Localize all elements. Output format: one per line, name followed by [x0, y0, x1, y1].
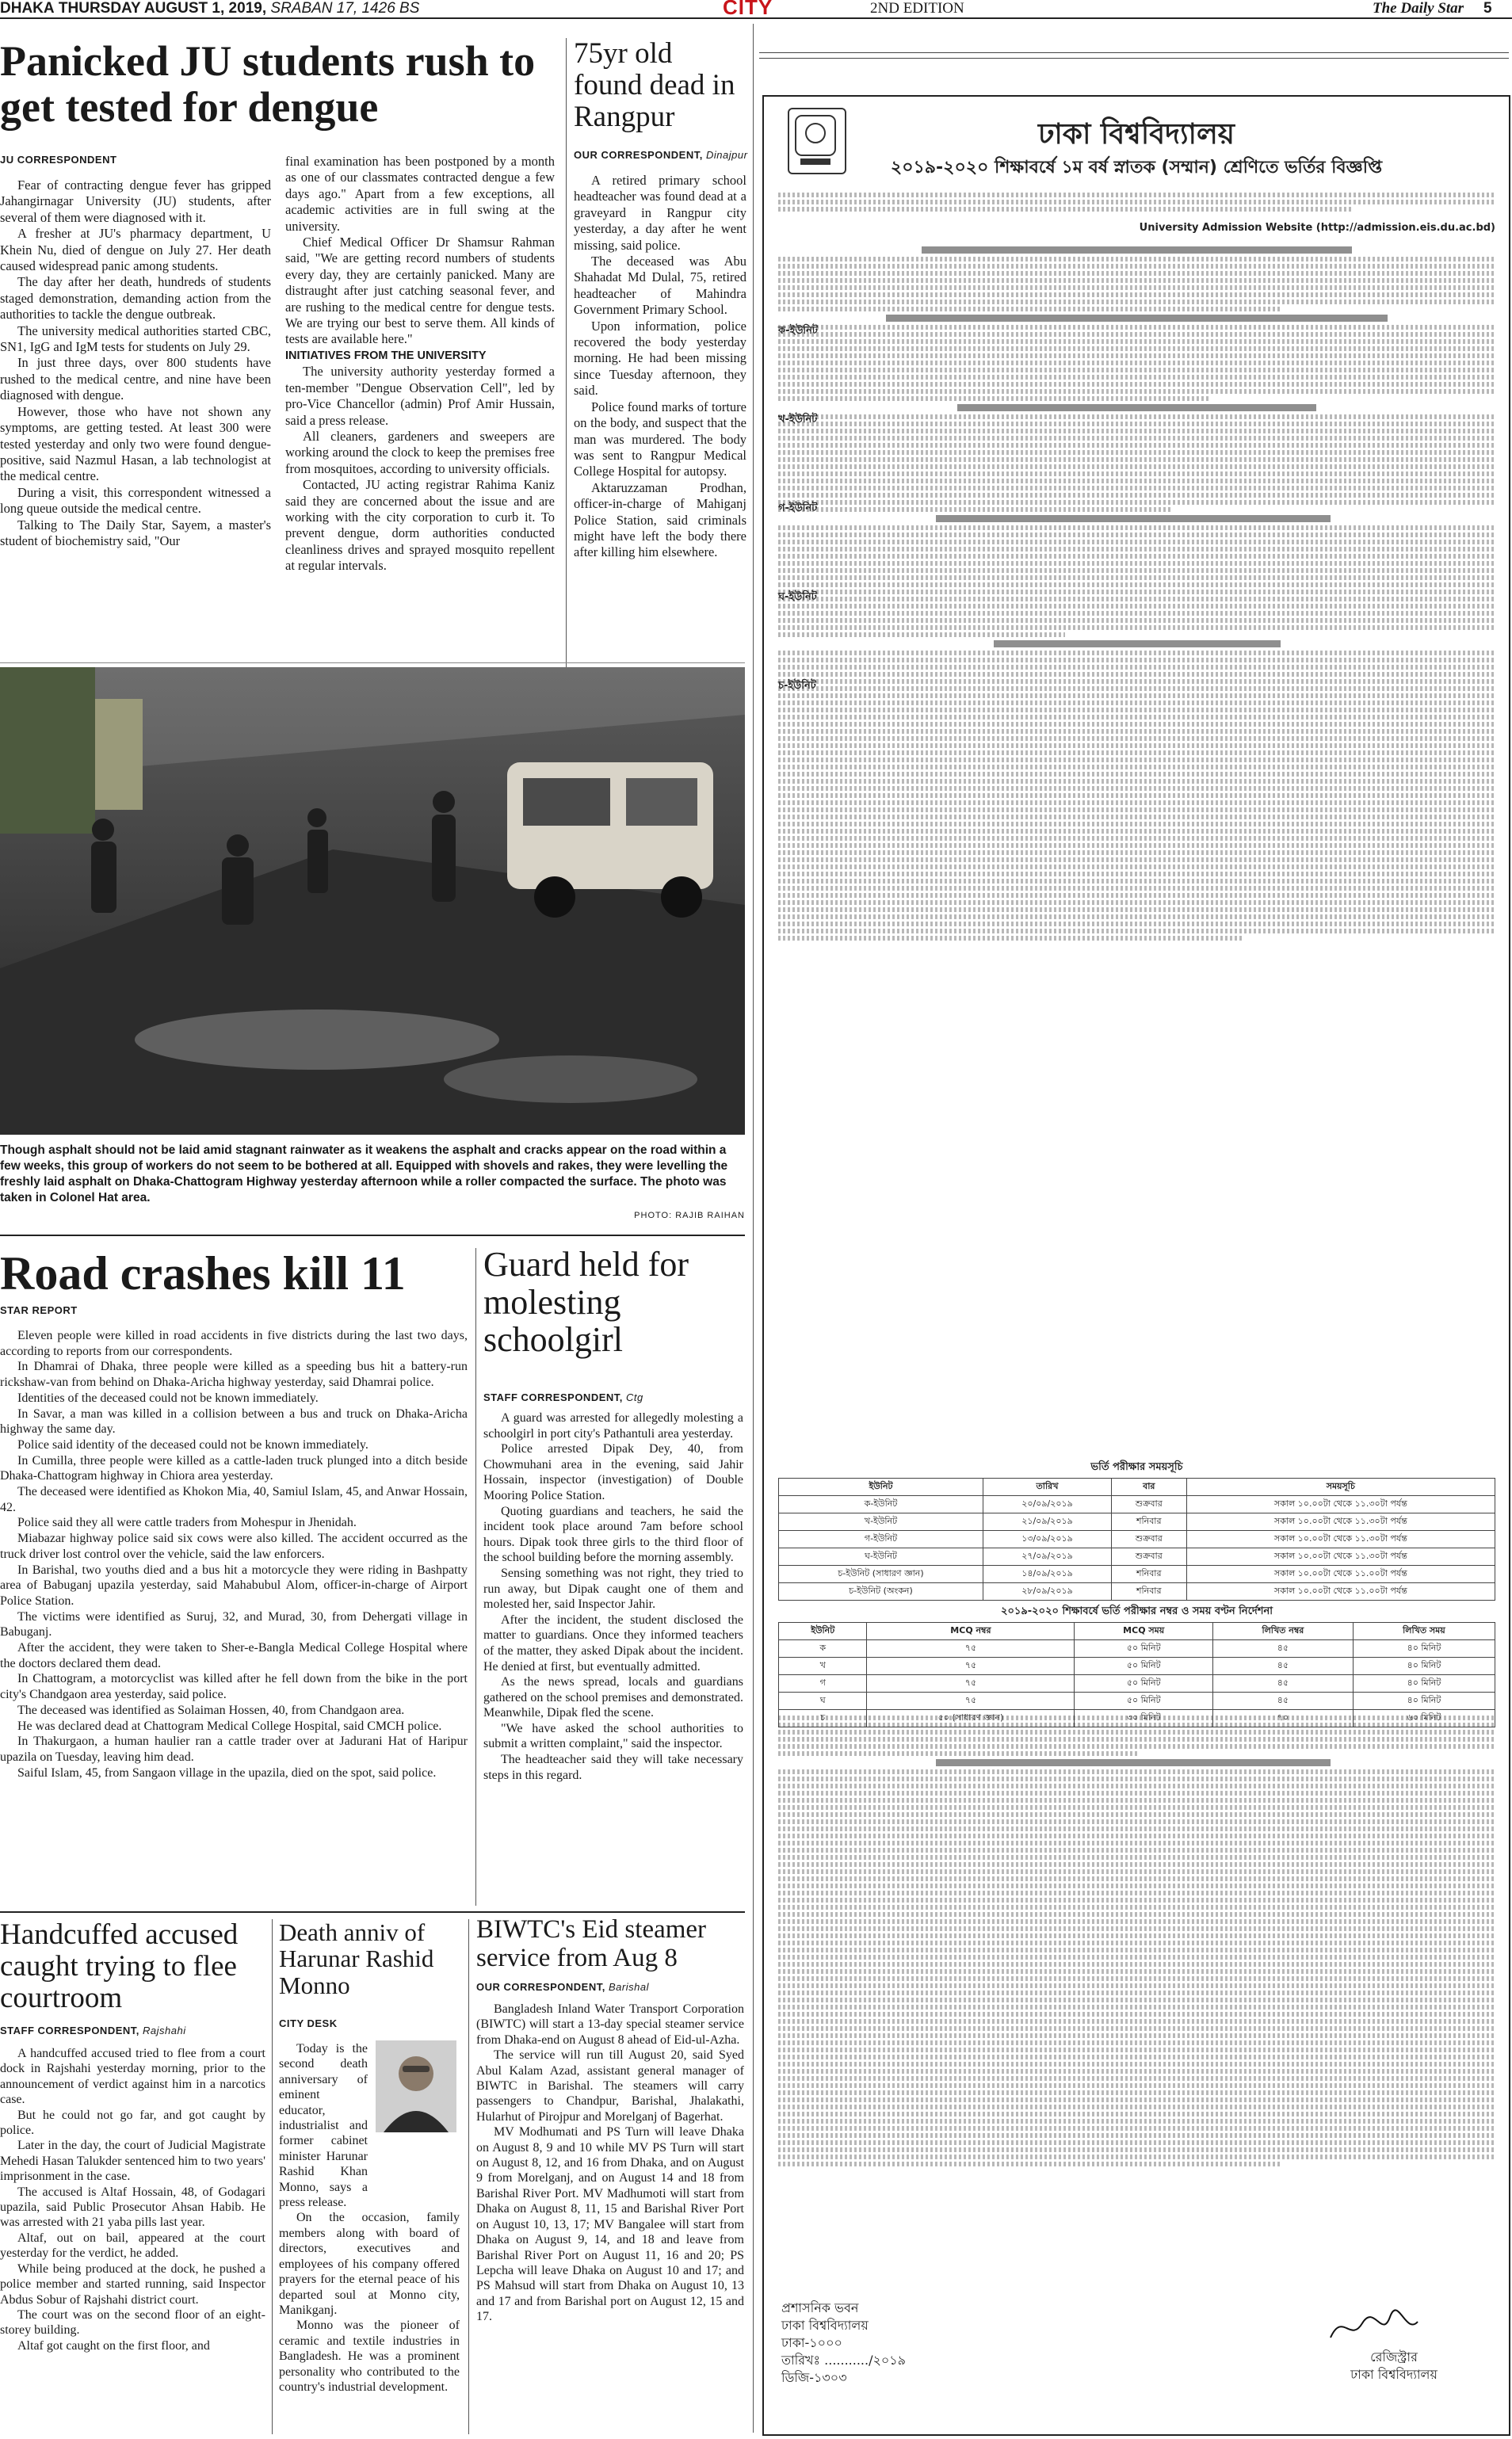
paragraph: The service will run till August 20, said Syed Abul Kalam Azad, assistant general manager of BIWTC in Barishal. The steamers will carry passengers to Chandpur, Barishal, Jhalakathi, Hularhut of Pirojpur and Morelganj of Bagerhat. [476, 2048, 744, 2124]
cell: গ-ইউনিট [779, 1531, 983, 1548]
paragraph: He was declared dead at Chattogram Medical College Hospital, said CMCH police. [17, 1719, 442, 1733]
table-row [779, 1496, 1495, 1513]
paragraph: final examination has been postponed by a month as one of our classmates contracted dengue a few days ago." Apart from a few exceptions, all academic activities are in full swing at the university. [285, 154, 555, 234]
paragraph: Bangladesh Inland Water Transport Corporation (BIWTC) will start a 13-day special steamer service from Dhaka-end on August 8 ahead of Eid-ul-Azha. [476, 2002, 744, 2047]
story3-body [0, 1328, 468, 1781]
cell: সকাল ১০.০০টা থেকে ১১.০০টা পর্যন্ত [1186, 1566, 1495, 1583]
story6-body [279, 2041, 460, 2395]
table-row [779, 1658, 1495, 1675]
cell: ৭৫ [867, 1693, 1075, 1710]
paragraph: Altaf, out on bail, appeared at the court yesterday for the verdict, he added. [0, 2231, 265, 2261]
paragraph: The university authority yesterday formed a ten-member "Dengue Observation Cell", led by pro-Vice Chancellor (admin) Prof Amir Hussain, said a press release. [285, 364, 555, 428]
address-line: ঢাকা-১০০০ [781, 2335, 842, 2350]
story1-byline: JU CORRESPONDENT [0, 154, 117, 166]
column-header: ইউনিট [779, 1479, 983, 1496]
column-rule [566, 38, 567, 672]
cell: ৭৫ [867, 1658, 1075, 1675]
column-rule [468, 1919, 469, 2434]
ad-title: ঢাকা বিশ্ববিদ্যালয় [1037, 118, 1235, 151]
column-header: ইউনিট [779, 1623, 867, 1640]
byline-text: STAFF CORRESPONDENT, [483, 1391, 623, 1403]
table-row [779, 1640, 1495, 1658]
cell: চ-ইউনিট (সাধারণ জ্ঞান) [779, 1566, 983, 1583]
photo-credit: PHOTO: RAJIB RAIHAN [634, 1211, 745, 1220]
paragraph: Fear of contracting dengue fever has gripped Jahangirnagar University (JU) students, after several of them were diagnosed with it. [0, 177, 271, 225]
column-rule [272, 1919, 273, 2434]
table-header [779, 1623, 1495, 1640]
paragraph: While being produced at the dock, he pushed a police member and started running, said Inspector Abdus Sobur of Rajshahi district court. [0, 2262, 265, 2307]
paragraph: A fresher at JU's pharmacy department, U Khein Nu, died of dengue on July 27. Her death caused widespread panic among students. [0, 226, 271, 274]
byline-text: OUR CORRESPONDENT, [574, 149, 703, 161]
story2-byline [574, 149, 748, 161]
paragraph: The deceased were identified as Khokon Mia, 40, Samiul Islam, 45, and Anwar Hossain, 42. [0, 1485, 468, 1514]
byline-place: Ctg [626, 1391, 643, 1403]
paragraph: The deceased was identified as Solaiman Hossen, 40, from Chandgaon area. [17, 1703, 405, 1717]
story1-col1 [0, 177, 271, 549]
ad-subtitle: ২০১৯-২০২০ শিক্ষাবর্ষে ১ম বর্ষ স্নাতক (সম্মান) শ্রেণিতে ভর্তির বিজ্ঞপ্তি [890, 158, 1383, 177]
registrar-title: রেজিস্ট্রার [1370, 2349, 1418, 2365]
column-header: লিখিত সময় [1353, 1623, 1495, 1640]
subheading: INITIATIVES FROM THE UNIVERSITY [285, 349, 487, 362]
masthead-date: THURSDAY AUGUST 1, 2019, [58, 0, 267, 17]
cell: ৬০ মিনিট [1353, 1710, 1495, 1727]
address-line: ডিজি-১৩০৩ [781, 2370, 847, 2385]
paragraph: Police said they all were cattle traders from Mohespur in Jhenidah. [17, 1516, 357, 1530]
column-rule [753, 24, 754, 2433]
paragraph: After the incident, the student disclosed the matter to guardians. Once they informed teachers of the matter, they asked Dipak about the incident. He denied at first, but eventually admitted. [483, 1613, 743, 1674]
cell: শুক্রবার [1111, 1531, 1186, 1548]
cell: ঘ [779, 1693, 867, 1710]
university-admission-notice [762, 95, 1510, 2436]
paragraph: Talking to The Daily Star, Sayem, a master's student of biochemistry said, "Our [0, 517, 271, 548]
cell: সকাল ১০.০০টা থেকে ১১.৩০টা পর্যন্ত [1186, 1513, 1495, 1531]
admission-website: University Admission Website (http://admission.eis.du.ac.bd) [1139, 222, 1495, 234]
table-row [779, 1566, 1495, 1583]
paragraph: In Dhamrai of Dhaka, three people were killed as a speeding bus hit a battery-run rickshaw-van from behind on Dhaka-Aricha highway yesterday, said Dhamrai police. [0, 1360, 468, 1390]
divider [0, 1235, 745, 1236]
paragraph: Today is the second death anniversary of eminent educator, industrialist and former cabinet minister Harunar Rashid Khan Monno, says a press release. [279, 2042, 368, 2210]
paragraph: Chief Medical Officer Dr Shamsur Rahman said, "We are getting record numbers of students every day, they are certainly panicked. Many are distraught after just catching seasonal fever, and are rushing to the medical centre for dengue tests. We are trying our best to serve them. All kinds of tests are available here." [285, 235, 555, 347]
paragraph: Aktaruzzaman Prodhan, officer-in-charge of Mahiganj Police Station, said criminals might have left the body there after killing him elsewhere. [574, 479, 746, 560]
paragraph: In Cumilla, three people were killed as a cattle-laden truck plunged into a ditch beside Dhaka-Chattogram highway in Chiora area yesterday. [0, 1453, 468, 1483]
story2-headline: 75yr old found dead in Rangpur [574, 37, 735, 133]
cell: চ-ইউনিট (অংকন) [779, 1583, 983, 1601]
divider [0, 662, 745, 663]
paragraph: Monno was the pioneer of ceramic and textile industries in Bangladesh. He was a prominent personality who contributed to the country's industrial development. [279, 2319, 460, 2394]
story7-byline [476, 1981, 649, 1993]
address-line: প্রশাসনিক ভবন [781, 2300, 859, 2315]
cell: ১৩/০৯/২০১৯ [983, 1531, 1112, 1548]
masthead-bangla-date: SRABAN 17, 1426 BS [270, 0, 420, 17]
cell: ৪০ মিনিট [1353, 1693, 1495, 1710]
story4-body [483, 1410, 743, 1783]
paragraph: On the occasion, family members along with board of directors, executives and employees of his company offered prayers for the eternal peace of his departed soul at Monno city, Manikganj. [279, 2211, 460, 2317]
paragraph: As the news spread, locals and guardians gathered on the school premises and demonstrated. Meanwhile, Dipak fled the scene. [483, 1675, 743, 1720]
byline-text: STAFF CORRESPONDENT, [0, 2025, 139, 2036]
column-header: MCQ সময় [1075, 1623, 1213, 1640]
paragraph: Contacted, JU acting registrar Rahima Kaniz said they are concerned about the issue and are working with the city corporation to curb it. To prevent dengue, dorm authorities conducted cleanliness drives and sprayed mosquito repellent at regular intervals. [285, 477, 555, 574]
paragraph: During a visit, this correspondent witnessed a long queue outside the medical centre. [0, 484, 271, 517]
unit-labels [778, 287, 865, 731]
mcq-title: ২০১৯-২০২০ শিক্ষাবর্ষে ভর্তি পরীক্ষার নম্বর ও সময় বণ্টন নির্দেশনা [1001, 1605, 1273, 1617]
story7-headline: BIWTC's Eid steamer service from Aug 8 [476, 1915, 707, 1972]
story2-body [574, 173, 746, 561]
address-line: তারিখঃ .........../২০১৯ [781, 2353, 907, 2368]
cell: ২১/০৯/২০১৯ [983, 1513, 1112, 1531]
story3-byline: STAR REPORT [0, 1304, 78, 1316]
column-header: বার [1111, 1479, 1186, 1496]
story1-col2 [285, 154, 555, 574]
paragraph: A guard was arrested for allegedly molesting a schoolgirl in port city's Pathantuli area yesterday. [483, 1411, 743, 1441]
paragraph: The headteacher said they will take necessary steps in this regard. [483, 1753, 743, 1782]
paper-name: The Daily Star [1373, 0, 1464, 17]
story7-body [476, 2002, 744, 2325]
paragraph: In just three days, over 800 students have rushed to the medical centre, and nine have been diagnosed with dengue. [0, 355, 271, 403]
cell: ৪৫ [1212, 1640, 1353, 1658]
cell: ৫০ (সাধারণ জ্ঞান) [867, 1710, 1075, 1727]
schedule-table [778, 1478, 1495, 1601]
unit-label: খ-ইউনিট [778, 414, 818, 426]
cell: ৩০ মিনিট [1075, 1710, 1213, 1727]
paragraph: The university medical authorities started CBC, SN1, IgG and IgM tests for students on July 29. [0, 323, 271, 355]
paragraph: Later in the day, the court of Judicial Magistrate Mehedi Hasan Talukder sentenced him to two years' imprisonment in the case. [0, 2139, 265, 2184]
cell: গ [779, 1675, 867, 1693]
story3-headline: Road crashes kill 11 [0, 1247, 406, 1300]
ad-instructions-text [778, 1713, 1495, 2169]
cell: ঘ-ইউনিট [779, 1548, 983, 1566]
story5-byline [0, 2025, 186, 2036]
story4-headline: Guard held for molesting schoolgirl [483, 1245, 689, 1360]
column-header: তারিখ [983, 1479, 1112, 1496]
unit-label: ক-ইউনিট [778, 325, 818, 337]
paragraph: Eleven people were killed in road accidents in five districts during the last two days, according to reports from our correspondents. [0, 1329, 468, 1358]
paragraph: Police said identity of the deceased could not be known immediately. [17, 1437, 368, 1452]
paragraph: Police found marks of torture on the body, and suspect that the man was murdered. The body was sent to Rangpur Medical College Hospital for autopsy. [574, 399, 746, 479]
cell: ৫০ মিনিট [1075, 1693, 1213, 1710]
ad-top-rule [759, 52, 1509, 59]
cell: শুক্রবার [1111, 1496, 1186, 1513]
paragraph: The court was on the second floor of an eight-storey building. [0, 2307, 265, 2338]
cell: সকাল ১০.০০টা থেকে ১১.৩০টা পর্যন্ত [1186, 1548, 1495, 1566]
paragraph: "We have asked the school authorities to submit a written complaint," said the inspector. [483, 1721, 743, 1751]
story5-headline: Handcuffed accused caught trying to flee courtroom [0, 1918, 239, 2014]
ad-body-text-1 [778, 243, 1495, 943]
table-header [779, 1479, 1495, 1496]
cell: ১৪/০৯/২০১৯ [983, 1566, 1112, 1583]
paragraph: The accused is Altaf Hossain, 48, of Godagari upazila, said Public Prosecutor Ahsan Habib. He was arrested with 21 yaba pills last year. [0, 2185, 265, 2230]
story5-body [0, 2046, 265, 2353]
signature-svg [1327, 2307, 1422, 2347]
cell: সকাল ১০.০০টা থেকে ১১.৩০টা পর্যন্ত [1186, 1531, 1495, 1548]
unit-label: ঘ-ইউনিট [778, 591, 817, 603]
cell: খ [779, 1658, 867, 1675]
address-line: ঢাকা বিশ্ববিদ্যালয় [781, 2318, 869, 2333]
column-header: লিখিত নম্বর [1212, 1623, 1353, 1640]
mcq-table [778, 1622, 1495, 1727]
byline-place: Dinajpur [705, 149, 748, 161]
divider [0, 1911, 745, 1913]
cell: ৪০ মিনিট [1353, 1658, 1495, 1675]
masthead [0, 0, 1512, 19]
column-header: MCQ নম্বর [867, 1623, 1075, 1640]
cell: ৭৫ [867, 1640, 1075, 1658]
paragraph: Police arrested Dipak Dey, 40, from Chowmuhani area in the evening, said Jahir Hossain, inspector (investigation) of Double Mooring Police Station. [483, 1442, 743, 1502]
paragraph: The deceased was Abu Shahadat Md Dulal, 75, retired headteacher of Mahindra Government Primary School. [574, 254, 746, 318]
column-rule [475, 1248, 476, 1906]
cell: ক [779, 1640, 867, 1658]
paragraph: In Thakurgaon, a human haulier ran a cattle trader over at Jadurani Hat of Haripur upazila on Tuesday, leaving him dead. [0, 1735, 468, 1764]
byline-text: OUR CORRESPONDENT, [476, 1981, 605, 1993]
paragraph: Saiful Islam, 45, from Sangaon village in the upazila, died on the spot, said police. [17, 1765, 437, 1780]
edition: 2ND EDITION [870, 0, 964, 17]
story6-headline: Death anniv of Harunar Rashid Monno [279, 1918, 434, 1999]
paragraph: The victims were identified as Suruj, 32, and Murad, 30, from Dehergati village in Babuganj. [0, 1609, 468, 1639]
paragraph: Identities of the deceased could not be known immediately. [17, 1391, 319, 1405]
story4-byline [483, 1391, 643, 1403]
paragraph: MV Modhumati and PS Turn will leave Dhaka on August 8, 9 and 10 while MV PS Turn will start on August 8, 12, and 16 from Dhaka, and on August 9 from Morelganj, and on August 14 and 18 from Barishal River Port. MV Madhumoti will start from Dhaka on August 8, 11, 15 and Barishal River Port on August 10, 13, 17; MV Bangalee will start from Dhaka on August 9, 14, and 18 and leave from Barishal River Port on August 11, 16 and 20; PS Lepcha will leave Dhaka on August 10 and 17; and PS Mahsud will start from Dhaka on August 10, 13 and 17 and from Barishal port on August 12, 15 and 17. [476, 2125, 744, 2324]
cell: ৪৫ [1212, 1658, 1353, 1675]
cell: সকাল ১০.০০টা থেকে ১১.৩০টা পর্যন্ত [1186, 1496, 1495, 1513]
paragraph: In Chattogram, a motorcyclist was killed after he fell down from the bike in the port city's Chandgaon area yesterday, said police. [0, 1672, 468, 1702]
cell: ৭৫ [867, 1675, 1075, 1693]
cell: ৫০ মিনিট [1075, 1640, 1213, 1658]
paragraph: A handcuffed accused tried to flee from a court dock in Rajshahi yesterday morning, prior to the announcement of verdict against him in a narcotics case. [0, 2047, 265, 2107]
registrar-org: ঢাকা বিশ্ববিদ্যালয় [1350, 2367, 1438, 2382]
road-workers-photo [0, 667, 745, 1135]
table-row [779, 1548, 1495, 1566]
paragraph: However, those who have not shown any symptoms, are getting tested. At least 300 were tested yesterday and only two were found dengue-positive, said Nazmul Hasan, a lab technologist at the medical centre. [0, 403, 271, 484]
cell: চ [779, 1710, 867, 1727]
registrar-block [1334, 2349, 1453, 2384]
photo-caption: Though asphalt should not be laid amid stagnant rainwater as it weakens the asphalt and cracks appear on the road within a few weeks, this group of workers do not seem to be bothered at all. Equipped with shovels and rakes, they were levelling the freshly laid asphalt on Dhaka-Chattogram Highway yesterday afternoon while a roller compacted the surface. The photo was taken in Colonel Hat area. [0, 1143, 728, 1204]
section-title: CITY [723, 0, 773, 19]
cell: শনিবার [1111, 1513, 1186, 1531]
ad-intro-text [778, 190, 1495, 214]
table-row [779, 1531, 1495, 1548]
cell: ২০/০৯/২০১৯ [983, 1496, 1112, 1513]
cell: শনিবার [1111, 1566, 1186, 1583]
paragraph: In Barishal, two youths died and a bus hit a motorcycle they were riding in Bashpatty area of Babuganj upazila yesterday, said Mahabubul Alom, officer-in-charge of Airport Police Station. [0, 1563, 468, 1608]
table-row [779, 1583, 1495, 1601]
cell: ২৮/০৯/২০১৯ [983, 1583, 1112, 1601]
paragraph: Quoting guardians and teachers, he said the incident took place around 7am before school hours. Dipak took three girls to the third floor of the school building before the morning assembly. [483, 1504, 743, 1565]
unit-label: চ-ইউনিট [778, 680, 816, 692]
cell: ৫০ মিনিট [1075, 1658, 1213, 1675]
byline-place: Rajshahi [143, 2025, 186, 2036]
paragraph: A retired primary school headteacher was found dead at a graveyard in Rangpur city yesterday, a day after he went missing, said police. [574, 173, 746, 253]
paragraph: But he could not go far, and got caught by police. [0, 2108, 265, 2138]
table-row [779, 1513, 1495, 1531]
masthead-city: DHAKA [0, 0, 55, 17]
paragraph: Altaf got caught on the first floor, and [17, 2338, 210, 2353]
cell: ৫০ মিনিট [1075, 1675, 1213, 1693]
cell: শনিবার [1111, 1583, 1186, 1601]
page-number: 5 [1483, 0, 1492, 17]
paragraph: After the accident, they were taken to Sher-e-Bangla Medical College Hospital where the doctors declared them dead. [0, 1641, 468, 1670]
cell: ক-ইউনিট [779, 1496, 983, 1513]
registrar-signature [1327, 2307, 1422, 2347]
column-header: সময়সূচি [1186, 1479, 1495, 1496]
cell: ৭০ [1212, 1710, 1353, 1727]
cell: ২৭/০৯/২০১৯ [983, 1548, 1112, 1566]
cell: সকাল ১০.০০টা থেকে ১১.০০টা পর্যন্ত [1186, 1583, 1495, 1601]
paragraph: Miabazar highway police said six cows were also killed. The accident occurred as the truck driver lost control over the vehicle, said the law enforcers. [0, 1532, 468, 1561]
story6-byline: CITY DESK [279, 2017, 338, 2029]
paragraph: All cleaners, gardeners and sweepers are working around the clock to keep the premises free from mosquitoes, according to university officials. [285, 428, 555, 476]
cell: ৪০ মিনিট [1353, 1640, 1495, 1658]
cell: ৪০ মিনিট [1353, 1675, 1495, 1693]
unit-label: গ-ইউনিট [778, 502, 818, 514]
exam-schedule [778, 1460, 1495, 1727]
byline-place: Barishal [608, 1981, 649, 1993]
paragraph: In Savar, a man was killed in a collision between a bus and truck on Dhaka-Aricha highway the same day. [0, 1407, 468, 1437]
table-row [779, 1693, 1495, 1710]
table-row [779, 1675, 1495, 1693]
paragraph: Sensing something was not right, they tried to run away, but Dipak caught one of them and molested her, said Inspector Jahir. [483, 1566, 743, 1612]
paragraph: Upon information, police recovered the body yesterday morning. He had been missing since Tuesday afternoon, they said. [574, 318, 746, 399]
schedule-title: ভর্তি পরীক্ষার সময়সূচি [1090, 1461, 1183, 1473]
cell: ৪৫ [1212, 1693, 1353, 1710]
story1-headline: Panicked JU students rush to get tested for dengue [0, 37, 536, 132]
paragraph: The day after her death, hundreds of students staged demonstration, demanding action from the authorities to tackle the dengue outbreak. [0, 274, 271, 323]
ad-signoff [781, 2300, 906, 2387]
cell: শুক্রবার [1111, 1548, 1186, 1566]
photo-svg [0, 667, 745, 1135]
cell: ৪৫ [1212, 1675, 1353, 1693]
cell: খ-ইউনিট [779, 1513, 983, 1531]
